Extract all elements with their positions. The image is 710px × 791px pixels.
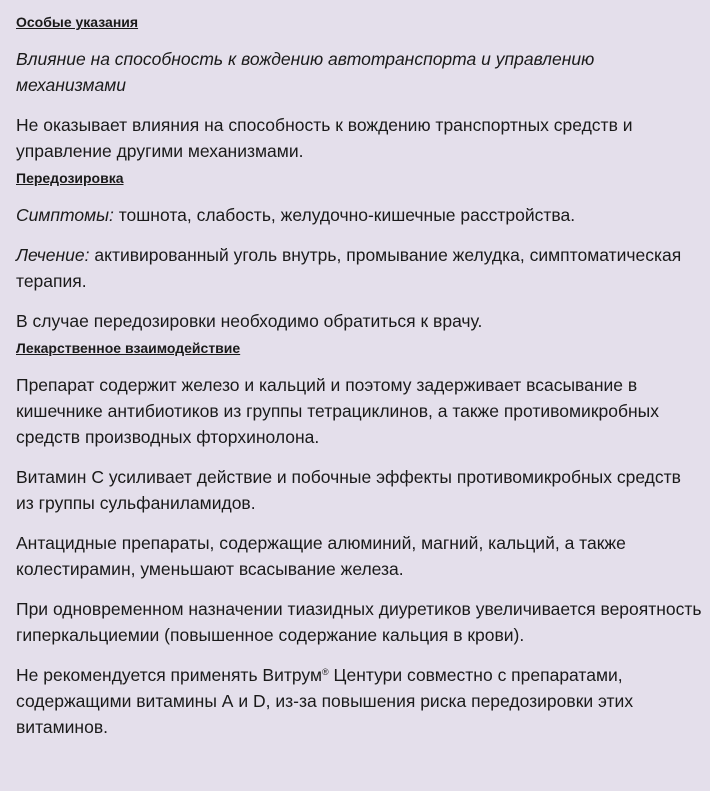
interactions-heading: Лекарственное взаимодействие — [16, 340, 241, 356]
special-instructions-heading: Особые указания — [16, 14, 139, 30]
interaction-paragraph-4: При одновременном назначении тиазидных диуретиков увеличивается вероятность гиперкальциемии (повышенное содержание кальция в крови). — [16, 599, 702, 645]
driving-subheading: Влияние на способность к вождению автотранспорта и управлению механизмами — [16, 49, 595, 95]
treatment-label: Лечение: — [16, 245, 90, 265]
overdose-heading: Передозировка — [16, 170, 124, 186]
p5-text-after: Центури совместно с препаратами, содержащими витамины А и D, из-за повышения риска передозировки этих витаминов. — [16, 665, 634, 737]
symptoms-text: тошнота, слабость, желудочно-кишечные расстройства. — [113, 205, 576, 225]
interaction-paragraph-2: Витамин С усиливает действие и побочные эффекты противомикробных средств из группы сульфаниламидов. — [16, 467, 681, 513]
interaction-paragraph-5 — [16, 662, 702, 740]
p5-text-before: Не рекомендуется применять Витрум — [16, 665, 323, 685]
registered-mark: ® — [322, 667, 329, 677]
interaction-paragraph-3: Антацидные препараты, содержащие алюминий, магний, кальций, а также колестирамин, уменьшают всасывание железа. — [16, 533, 626, 579]
driving-text: Не оказывает влияния на способность к вождению транспортных средств и управление другими механизмами. — [16, 115, 633, 161]
overdose-treatment — [16, 242, 702, 294]
treatment-text: активированный уголь внутрь, промывание желудка, симптоматическая терапия. — [16, 245, 682, 291]
overdose-symptoms — [16, 202, 702, 228]
symptoms-label: Симптомы: — [16, 205, 114, 225]
overdose-note: В случае передозировки необходимо обратиться к врачу. — [16, 311, 483, 331]
interaction-paragraph-1: Препарат содержит железо и кальций и поэтому задерживает всасывание в кишечнике антибиотиков из группы тетрациклинов, а также противомикробных средств производных фторхинолона. — [16, 375, 659, 447]
